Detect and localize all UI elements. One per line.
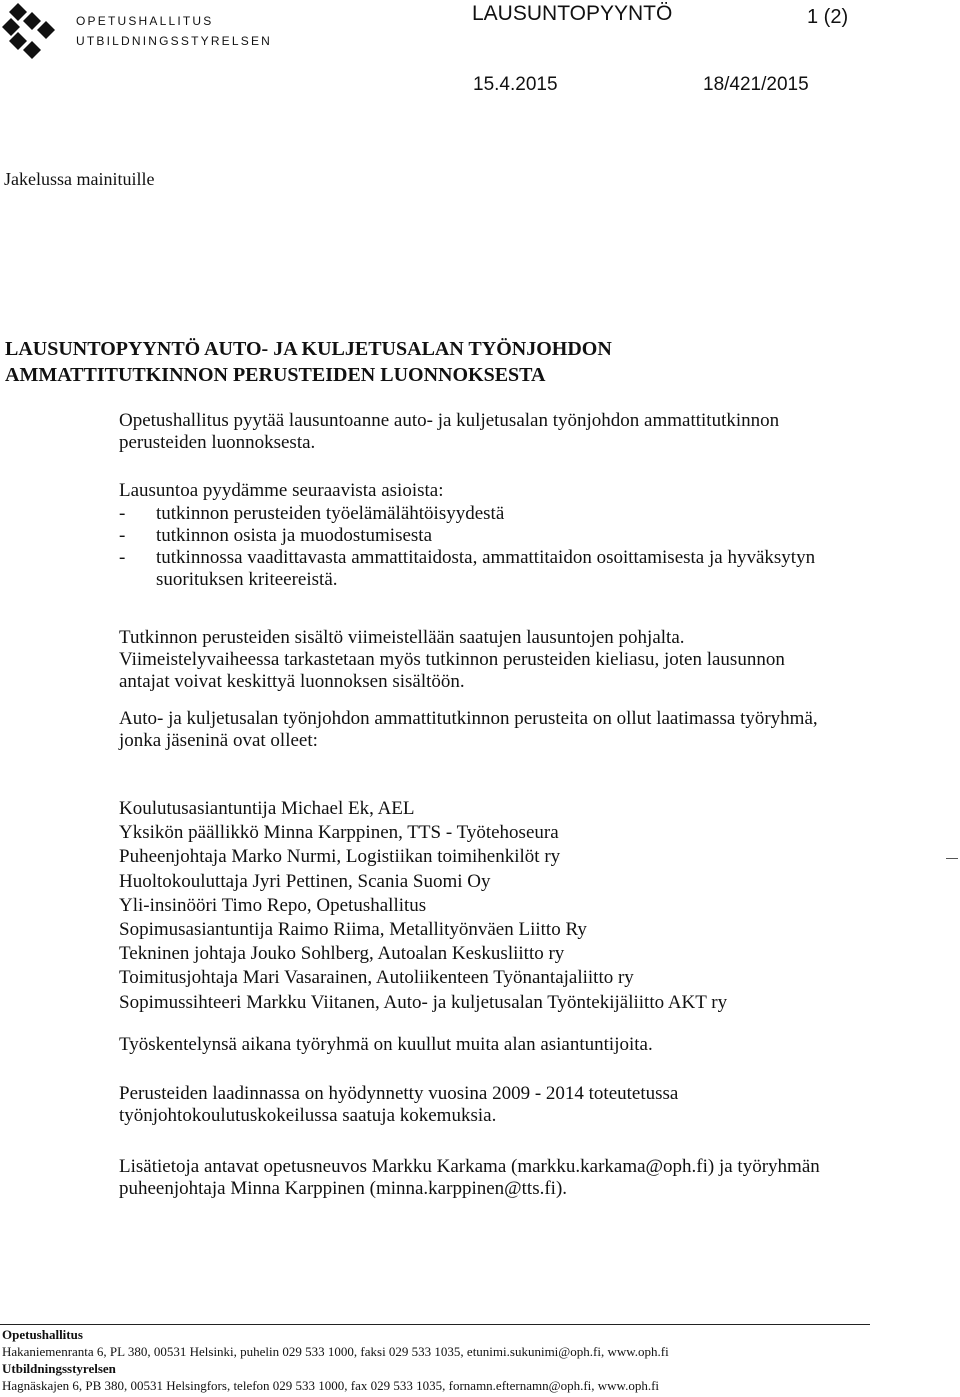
- paragraph-request: [119, 410, 779, 454]
- text-line: Tutkinnon perusteiden sisältö viimeistellään saatujen lausuntojen pohjalta.: [119, 627, 685, 648]
- list-item-text: tutkinnon osista ja muodostumisesta: [156, 525, 433, 546]
- member-item: Sopimusasiantuntija Raimo Riima, Metallityönväen Liitto Ry: [119, 918, 587, 940]
- footer-org-sv: Utbildningsstyrelsen: [2, 1361, 116, 1376]
- text-line: puheenjohtaja Minna Karppinen (minna.karppinen@tts.fi).: [119, 1178, 568, 1199]
- text-line: Opetushallitus pyytää lausuntoanne auto- ja kuljetusalan työnjohdon ammattitutkinnon: [119, 410, 780, 431]
- margin-mark: [946, 858, 958, 859]
- diamond-cluster-logo-icon: [2, 2, 58, 62]
- footer-address-sv: Hagnäskajen 6, PB 380, 00531 Helsingfors, telefon 029 533 1000, fax 029 533 1035, fornamn.efternamn@oph.fi, www.oph.fi: [2, 1378, 660, 1393]
- list-item-text: tutkinnossa vaadittavasta ammattitaidosta, ammattitaidon osoittamisesta ja hyväksytyn: [156, 547, 816, 568]
- text-line: Auto- ja kuljetusalan työnjohdon ammattitutkinnon perusteita on ollut laatimassa työryhmä,: [119, 708, 818, 729]
- footer-address-fi: Hakaniemenranta 6, PL 380, 00531 Helsinki, puhelin 029 533 1000, faksi 029 533 1035, etunimi.sukunimi@oph.fi, www.oph.fi: [2, 1344, 669, 1359]
- bullet-dash: -: [119, 525, 126, 546]
- footer: [2, 1326, 669, 1394]
- title-line-2: AMMATTITUTKINNON PERUSTEIDEN LUONNOKSESTA: [5, 364, 546, 386]
- text-line: Viimeistelyvaiheessa tarkastetaan myös tutkinnon perusteiden kieliasu, joten lausunnon: [119, 649, 785, 670]
- title-line-1: LAUSUNTOPYYNTÖ AUTO- JA KULJETUSALAN TYÖNJOHDON: [5, 338, 612, 360]
- member-item: Puheenjohtaja Marko Nurmi, Logistiikan toimihenkilöt ry: [119, 846, 561, 868]
- document-reference: 18/421/2015: [703, 74, 809, 95]
- text-line: jonka jäseninä ovat olleet:: [119, 730, 318, 751]
- org-name-fi: OPETUSHALLITUS: [76, 14, 214, 28]
- org-name-sv: UTBILDNINGSSTYRELSEN: [76, 34, 273, 48]
- member-item: Sopimussihteeri Markku Viitanen, Auto- ja kuljetusalan Työntekijäliitto AKT ry: [119, 991, 728, 1013]
- document-title: [5, 336, 612, 388]
- document-date: 15.4.2015: [473, 74, 558, 95]
- member-item: Tekninen johtaja Jouko Sohlberg, Autoalan Keskusliitto ry: [119, 943, 565, 965]
- list-item-text: tutkinnon perusteiden työelämälähtöisyydestä: [156, 503, 505, 524]
- paragraph-experts: Työskentelynsä aikana työryhmä on kuullut muita alan asiantuntijoita.: [119, 1034, 653, 1055]
- member-item: Yksikön päällikkö Minna Karppinen, TTS - Työtehoseura: [119, 822, 559, 844]
- footer-divider: [0, 1324, 870, 1325]
- recipient-line: Jakelussa mainituille: [4, 169, 155, 189]
- paragraph-finalization: [119, 627, 785, 693]
- member-item: Koulutusasiantuntija Michael Ek, AEL: [119, 798, 415, 819]
- text-line: Lisätietoja antavat opetusneuvos Markku Karkama (markku.karkama@oph.fi) ja työryhmän: [119, 1156, 820, 1177]
- list-item: [119, 525, 919, 547]
- bullet-dash: -: [119, 547, 126, 568]
- paragraph-contact-info: [119, 1156, 820, 1200]
- text-line: Perusteiden laadinnassa on hyödynnetty vuosina 2009 - 2014 toteutetussa: [119, 1083, 679, 1104]
- page-number: 1 (2): [807, 6, 849, 28]
- paragraph-topics-intro: Lausuntoa pyydämme seuraavista asioista:: [119, 480, 444, 501]
- list-item: [119, 547, 919, 591]
- paragraph-experiences: [119, 1083, 678, 1127]
- text-line: työnjohtokoulutuskokeilussa saatuja kokemuksia.: [119, 1105, 497, 1126]
- member-item: Yli-insinööri Timo Repo, Opetushallitus: [119, 894, 427, 916]
- topics-list: [119, 503, 919, 591]
- document-type: LAUSUNTOPYYNTÖ: [472, 2, 673, 25]
- member-item: Toimitusjohtaja Mari Vasarainen, Autoliikenteen Työnantajaliitto ry: [119, 967, 634, 989]
- bullet-dash: -: [119, 503, 126, 524]
- member-item: Huoltokouluttaja Jyri Pettinen, Scania Suomi Oy: [119, 870, 491, 892]
- text-line: perusteiden luonnoksesta.: [119, 432, 316, 453]
- text-line: antajat voivat keskittyä luonnoksen sisältöön.: [119, 671, 465, 692]
- footer-org-fi: Opetushallitus: [2, 1327, 83, 1342]
- list-item-text: suorituksen kriteereistä.: [156, 569, 338, 590]
- paragraph-working-group: [119, 708, 818, 752]
- list-item: [119, 503, 919, 525]
- working-group-members: [119, 798, 727, 1016]
